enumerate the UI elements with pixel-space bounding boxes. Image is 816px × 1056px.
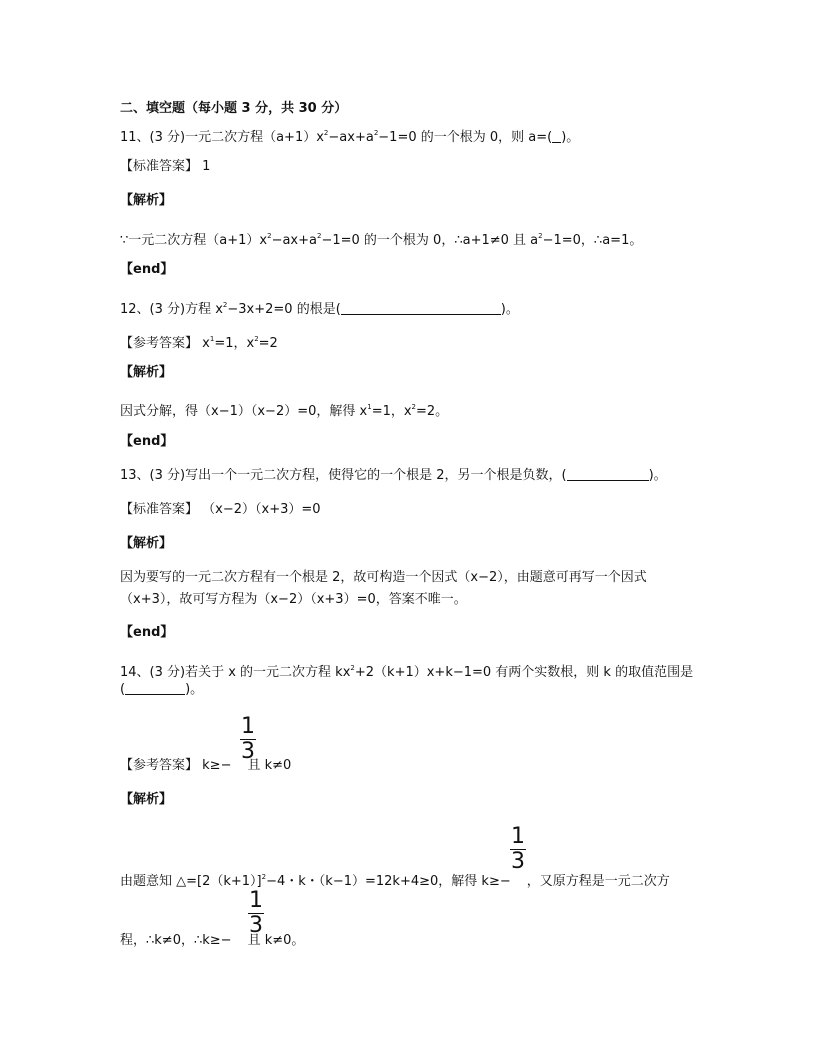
q14-analysis-b: −4・k・（k−1）=12k+4≥0，解得 k≥− [266,874,511,889]
q14-text-b: +2（k+1）x+k−1=0 有两个实数根，则 k 的取值范围是 [354,665,694,680]
q12-analysis-a: 因式分解，得（x−1）（x−2）=0，解得 x [120,404,368,419]
q13-analysis-line-2: （x+3），故可写方程为（x−2）（x+3）=0，答案不唯一。 [120,592,467,607]
answer-value: （x−2）（x+3）=0 [202,502,321,517]
answer-label: 【标准答案】 [120,502,199,517]
question-11 [120,124,579,147]
fraction-numerator: 1 [511,824,525,849]
q13-end: 【end】 [120,625,174,640]
q14-analysis-a: 由题意知 △=[2（k+1）] [120,874,262,889]
q11-text-b: −ax+a [328,130,374,145]
q11-analysis-label: 【解析】 [120,193,173,208]
q14-analysis-c: ，又原方程是一元二次方 [526,874,670,889]
q13-answer-blank[interactable] [567,468,649,481]
q11-text-d: )。 [561,130,580,145]
answer-label: 【标准答案】 [120,159,199,174]
q14-line2-b: )。 [185,682,204,697]
q14-analysis-sup: 2 [261,873,267,881]
q14-analysis-label: 【解析】 [120,792,173,807]
q11-analysis [120,227,642,250]
q12-analysis-sub-2: 2 [411,403,417,411]
q14-answer [120,757,291,775]
q12-answer-c: =2 [258,336,278,351]
q12-answer-b: =1，x [214,336,255,351]
q11-analysis-sup-2: 2 [317,232,322,240]
q12-analysis-c: =2。 [416,404,449,419]
q14-analysis-line2-b: 且 k≠0。 [247,933,305,948]
q12-answer-sub-1: 1 [209,335,215,343]
q13-analysis-line-1: 因为要写的一元二次方程有一个根是 2，故可构造一个因式（x−2），由题意可再写一个因式 [120,570,647,585]
q11-sup-1: 2 [323,129,329,137]
q14-analysis-line-2 [120,932,304,950]
q13-text-b: )。 [648,468,667,483]
q14-line2-a: ( [120,682,126,697]
q14-analysis-fraction-1 [510,826,526,873]
q12-text-a: 12、(3 分)方程 x [120,302,223,317]
question-12 [120,296,519,319]
fraction-denominator: 3 [241,739,255,764]
answer-label: 【参考答案】 [120,758,199,773]
q12-answer-a: x [202,336,210,351]
q11-analysis-d: −1=0，∴a=1。 [542,233,643,248]
q11-end: 【end】 [120,262,174,277]
q14-analysis-fraction-2 [248,890,264,937]
q12-analysis-b: =1，x [371,404,412,419]
q11-analysis-sup-3: 2 [538,232,543,240]
answer-value: 1 [202,159,211,174]
question-13 [120,467,667,485]
q11-sup-2: 2 [373,129,379,137]
q12-answer-blank[interactable] [341,302,501,315]
q13-text-a: 13、(3 分)写出一个一元二次方程，使得它的一个根是 2，另一个根是负数，( [120,468,567,483]
fraction-numerator: 1 [241,714,255,739]
section-title: 二、填空题（每小题 3 分，共 30 分） [120,101,348,116]
q11-analysis-c: −1=0 的一个根为 0，∴a+1≠0 且 a [321,233,539,248]
q11-text-a: 11、(3 分)一元二次方程（a+1）x [120,130,324,145]
q14-answer-b: 且 k≠0 [247,758,292,773]
q12-answer [120,330,278,353]
q14-analysis-line2-a: 程，∴k≠0，∴k≥− [120,933,232,948]
q11-analysis-sup-1: 2 [267,232,272,240]
q12-analysis-label: 【解析】 [120,365,173,380]
q12-analysis-sub-1: 1 [367,403,372,411]
fraction-denominator: 3 [511,849,525,874]
q11-analysis-b: −ax+a [271,233,317,248]
fraction-denominator: 3 [249,913,263,938]
q14-answer-fraction [240,716,256,763]
q12-sup-1: 2 [222,301,228,309]
q13-answer [120,501,321,519]
q12-analysis [120,398,448,421]
question-14-line-2 [120,681,203,699]
q11-answer [120,158,210,176]
answer-label: 【参考答案】 [120,336,199,351]
q12-text-c: )。 [500,302,519,317]
fraction-numerator: 1 [249,888,263,913]
q14-answer-a: k≥− [202,758,232,773]
q13-analysis-label: 【解析】 [120,536,173,551]
q14-text-a: 14、(3 分)若关于 x 的一元二次方程 kx [120,665,351,680]
q12-answer-sub-2: 2 [254,335,259,343]
q12-end: 【end】 [120,434,174,449]
q11-answer-blank[interactable] [552,130,561,143]
q12-text-b: −3x+2=0 的根是( [227,302,341,317]
q14-sup-1: 2 [350,664,355,672]
q11-text-c: −1=0 的一个根为 0，则 a=( [378,130,553,145]
q14-answer-blank[interactable] [125,682,185,695]
question-14 [120,659,693,682]
q14-analysis-line-1 [120,868,670,891]
q11-analysis-a: ∵一元二次方程（a+1）x [120,233,268,248]
